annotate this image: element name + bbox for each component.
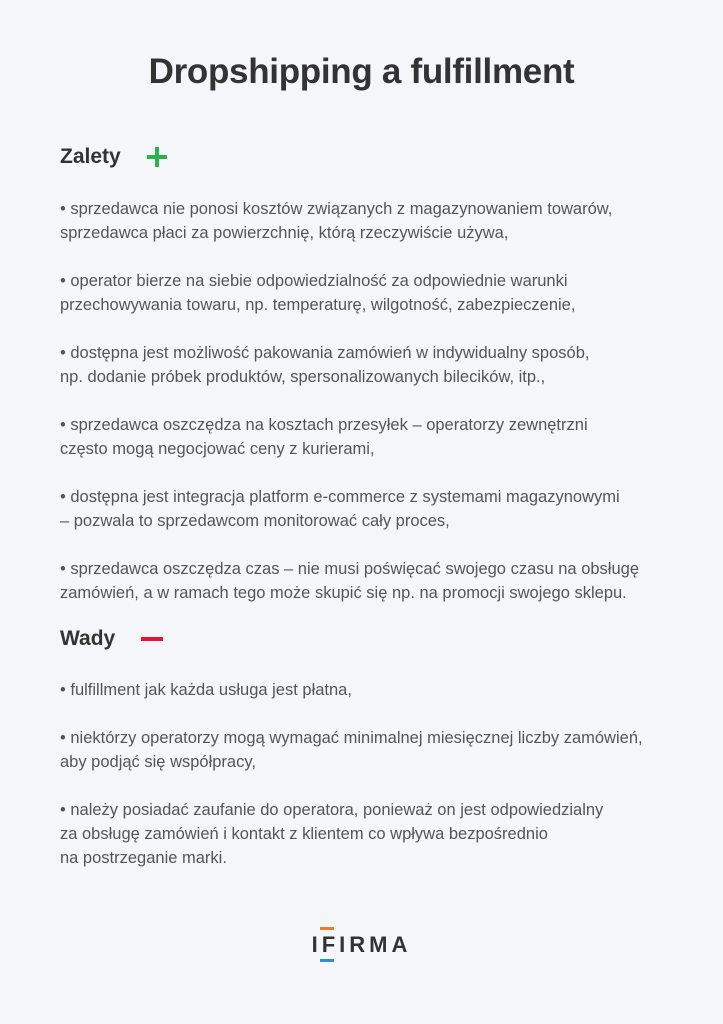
cons-header [60, 627, 163, 651]
cons-item-line: za obsługę zamówień i kontakt z klientem co wpływa bezpośrednio [60, 825, 548, 843]
minus-icon [141, 637, 163, 641]
cons-item-line: aby podjąć się współpracy, [60, 753, 256, 771]
cons-list [60, 678, 700, 894]
pros-item-line: – pozwala to sprzedawcom monitorować cały proces, [60, 512, 450, 530]
logo-accent-bottom [320, 959, 334, 962]
pros-item-line: • sprzedawca oszczędza na kosztach przesyłek – operatorzy zewnętrzni [60, 416, 588, 434]
pros-item-line: • dostępna jest integracja platform e-commerce z systemami magazynowymi [60, 488, 620, 506]
plus-icon [147, 147, 167, 167]
pros-item-line: sprzedawca płaci za powierzchnię, którą rzeczywiście używa, [60, 224, 509, 242]
logo-text: IFIRMA [312, 931, 412, 959]
pros-list-item [60, 485, 700, 533]
pros-list-item [60, 197, 700, 245]
pros-list-item [60, 341, 700, 389]
pros-item-line: • dostępna jest możliwość pakowania zamówień w indywidualny sposób, [60, 344, 590, 362]
cons-item-line: na postrzeganie marki. [60, 849, 227, 867]
cons-item-line: • niektórzy operatorzy mogą wymagać minimalnej miesięcznej liczby zamówień, [60, 729, 643, 747]
pros-item-line: • operator bierze na siebie odpowiedzialność za odpowiednie warunki [60, 272, 568, 290]
pros-item-line: • sprzedawca nie ponosi kosztów związanych z magazynowaniem towarów, [60, 200, 613, 218]
pros-heading: Zalety [60, 145, 121, 168]
cons-list-item [60, 726, 700, 774]
pros-list-item [60, 269, 700, 317]
pros-item-line: często mogą negocjować ceny z kurierami, [60, 440, 375, 458]
pros-item-line: zamówień, a w ramach tego może skupić się np. na promocji swojego sklepu. [60, 584, 627, 602]
page-title: Dropshipping a fulfillment [148, 52, 575, 91]
pros-list [60, 197, 700, 629]
cons-list-item [60, 798, 700, 870]
ifirma-logo [0, 931, 723, 959]
pros-item-line: • sprzedawca oszczędza czas – nie musi poświęcać swojego czasu na obsługę [60, 560, 639, 578]
pros-header [60, 145, 167, 169]
cons-heading: Wady [60, 627, 116, 650]
logo-accent-top [320, 927, 334, 930]
cons-item-line: • należy posiadać zaufanie do operatora, ponieważ on jest odpowiedzialny [60, 801, 604, 819]
pros-item-line: przechowywania towaru, np. temperaturę, wilgotność, zabezpieczenie, [60, 296, 576, 314]
pros-list-item [60, 557, 700, 605]
cons-list-item [60, 678, 700, 702]
cons-item-line: • fulfillment jak każda usługa jest płatna, [60, 681, 352, 699]
pros-item-line: np. dodanie próbek produktów, spersonalizowanych bilecików, itp., [60, 368, 546, 386]
pros-list-item [60, 413, 700, 461]
